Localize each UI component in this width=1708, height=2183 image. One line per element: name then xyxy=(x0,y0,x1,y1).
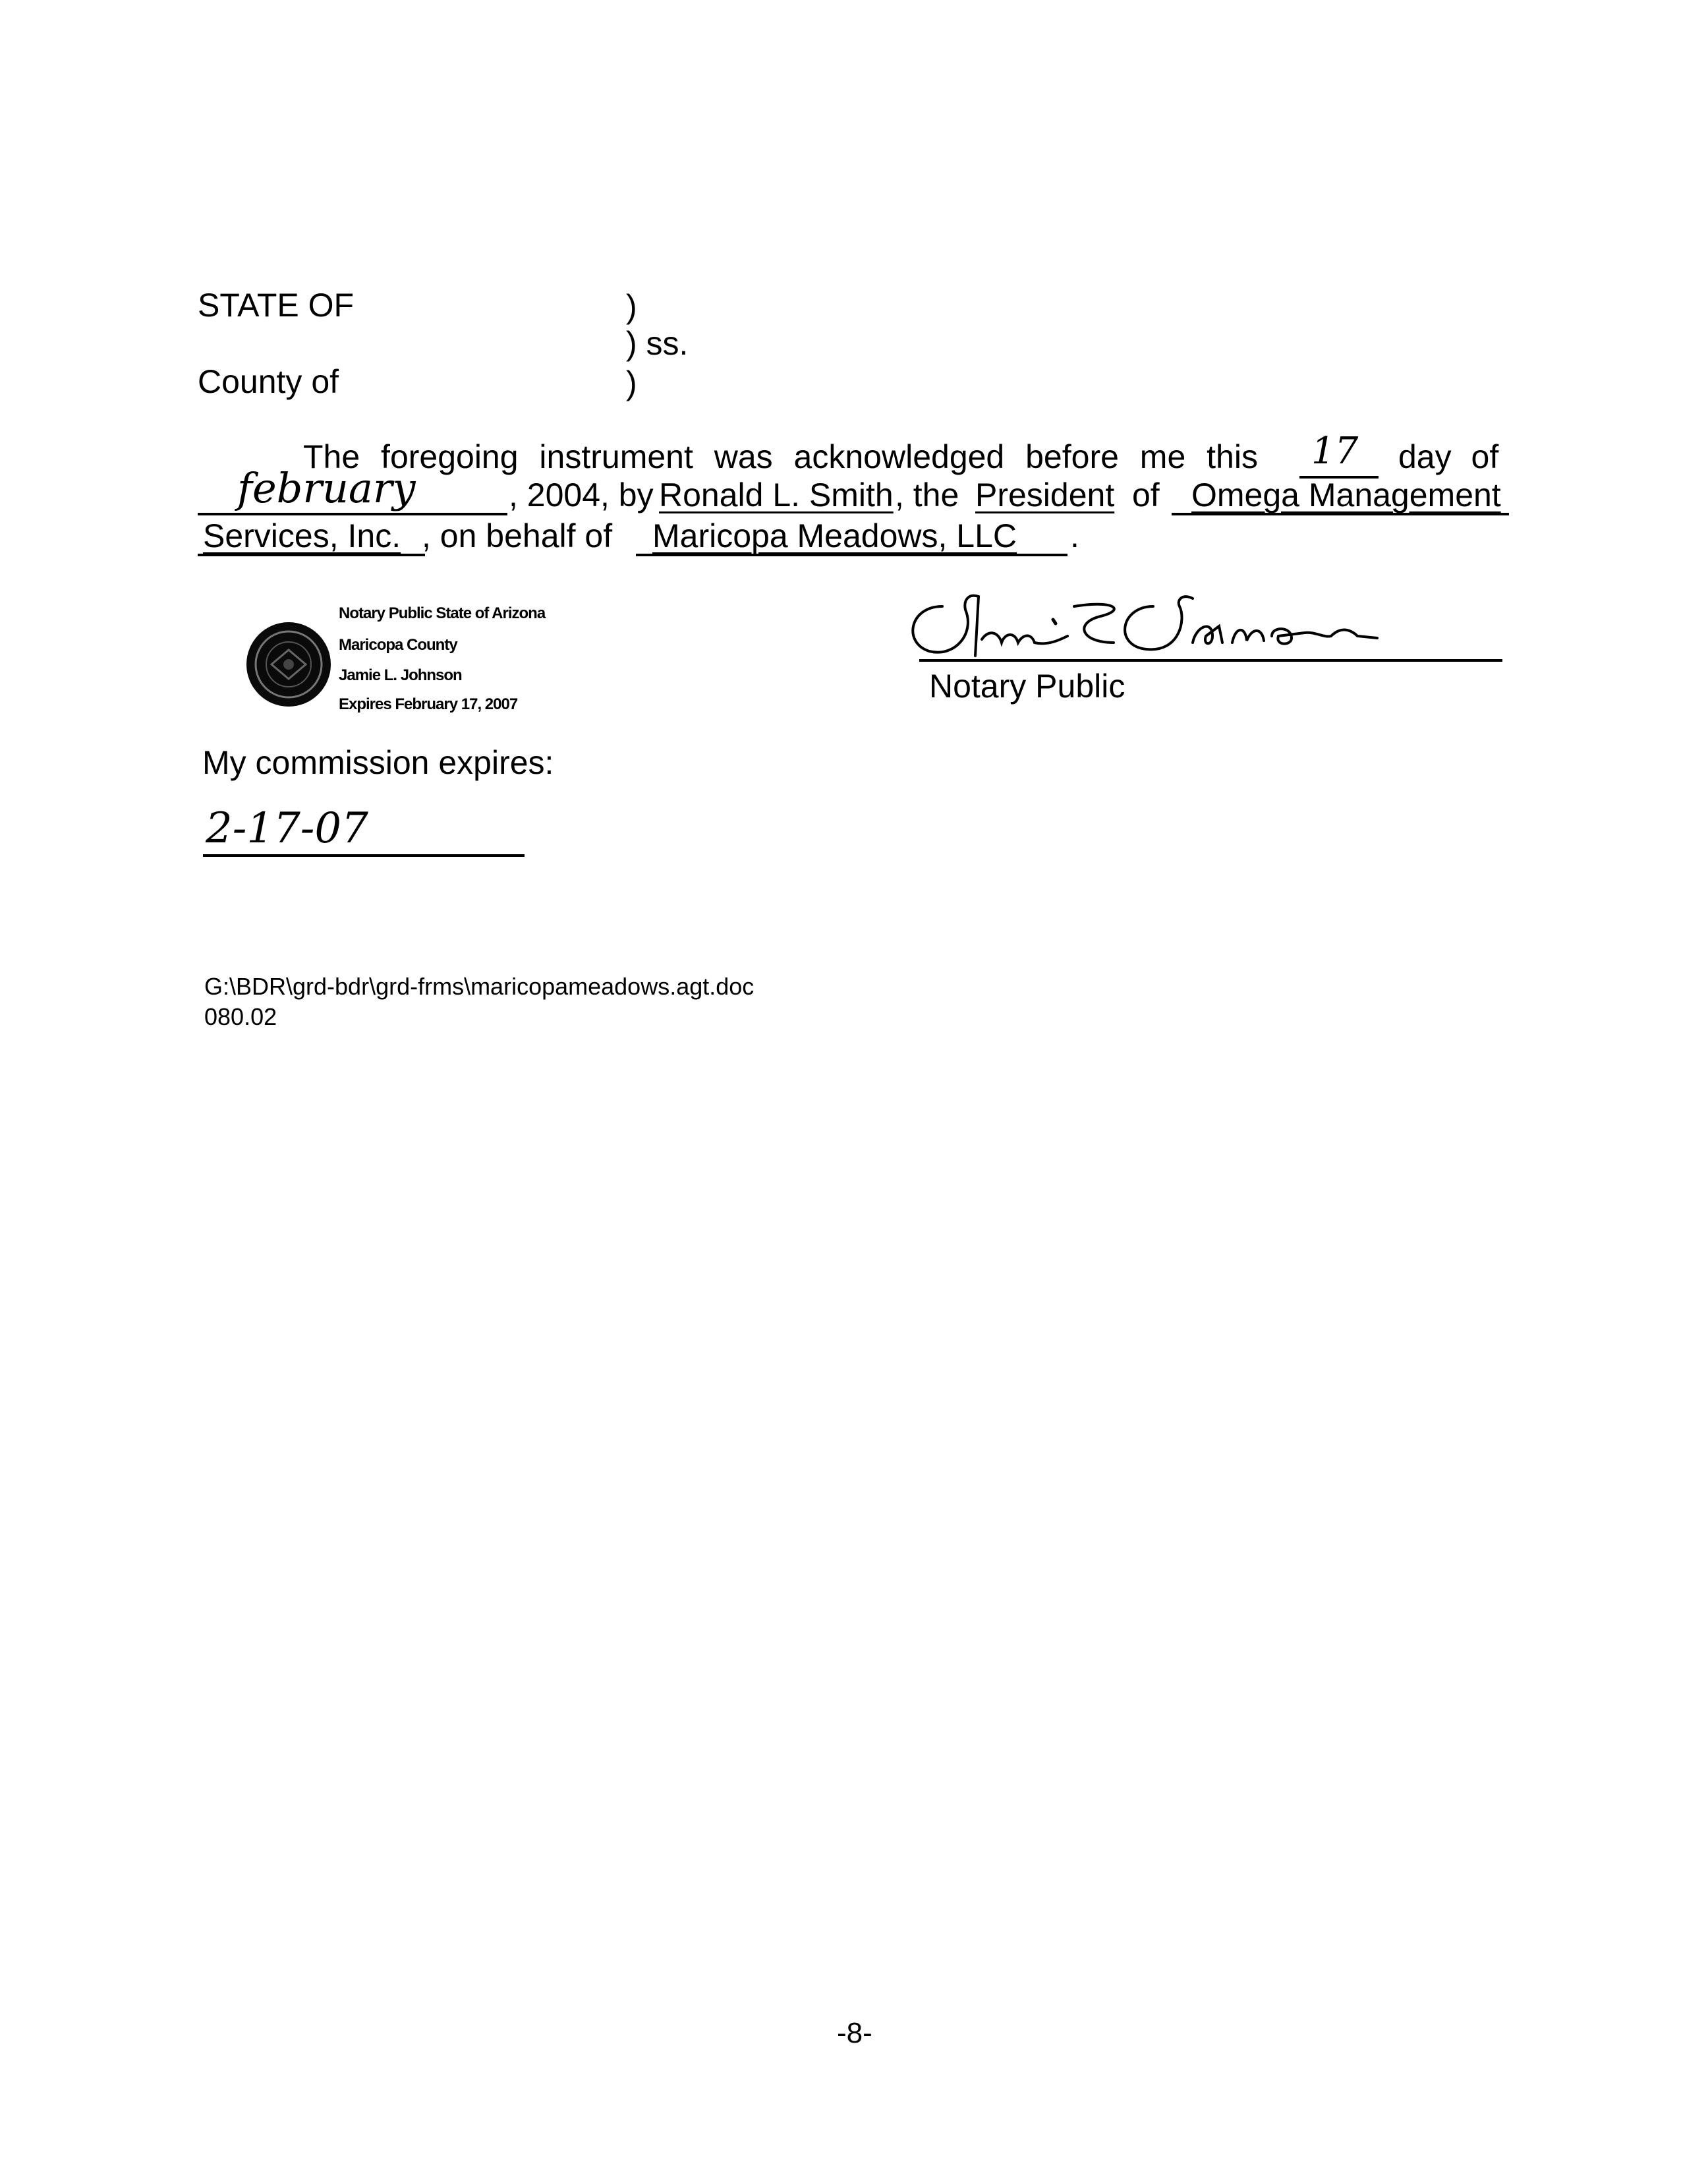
ack-day-suffix: day of xyxy=(1398,438,1499,475)
ack-signer-title: President xyxy=(975,477,1115,513)
ack-signer-name: Ronald L. Smith xyxy=(659,477,894,513)
page-number: -8- xyxy=(837,2017,872,2049)
company-underline-1 xyxy=(1172,513,1509,515)
commission-date-underline xyxy=(203,854,525,857)
file-path: G:\BDR\grd-bdr\grd-frms\maricopameadows.agt.doc xyxy=(204,973,754,1000)
county-label: County of xyxy=(198,363,339,400)
ack-company-line1: Omega Management xyxy=(1191,477,1501,513)
ack-the-text: , the xyxy=(895,477,959,513)
seal-line-1: Notary Public State of Arizona xyxy=(339,604,546,622)
venue-paren-ss: ) ss. xyxy=(626,325,689,362)
seal-line-3: Jamie L. Johnson xyxy=(339,666,462,684)
ack-line1-text: The foregoing instrument was acknowledged before me this xyxy=(303,438,1258,475)
ack-month-handwritten: february xyxy=(237,464,416,512)
notary-seal-emblem-icon xyxy=(245,621,332,708)
ack-year-text: , 2004, by xyxy=(509,477,654,513)
ack-beneficiary: Maricopa Meadows, LLC xyxy=(652,517,1017,554)
beneficiary-underline xyxy=(636,554,1068,556)
ack-company-line2: Services, Inc. xyxy=(203,517,401,554)
document-version: 080.02 xyxy=(204,1003,277,1030)
ack-of-text: of xyxy=(1132,477,1160,513)
notary-public-label: Notary Public xyxy=(929,668,1125,705)
commission-label: My commission expires: xyxy=(202,744,554,781)
ack-period: . xyxy=(1070,517,1079,554)
state-label: STATE OF xyxy=(198,287,355,324)
seal-line-2: Maricopa County xyxy=(339,636,457,654)
seal-line-4: Expires February 17, 2007 xyxy=(339,695,518,713)
ack-behalf-text: , on behalf of xyxy=(422,517,613,554)
signature-line xyxy=(919,659,1502,662)
ack-day-handwritten: 17 xyxy=(1311,430,1359,473)
notary-signature-icon xyxy=(903,580,1509,679)
month-underline xyxy=(198,513,507,515)
company-underline-2 xyxy=(198,554,425,556)
venue-paren-3: ) xyxy=(626,364,637,401)
commission-date-handwritten: 2-17-07 xyxy=(206,804,368,853)
venue-paren-1: ) xyxy=(626,288,637,325)
